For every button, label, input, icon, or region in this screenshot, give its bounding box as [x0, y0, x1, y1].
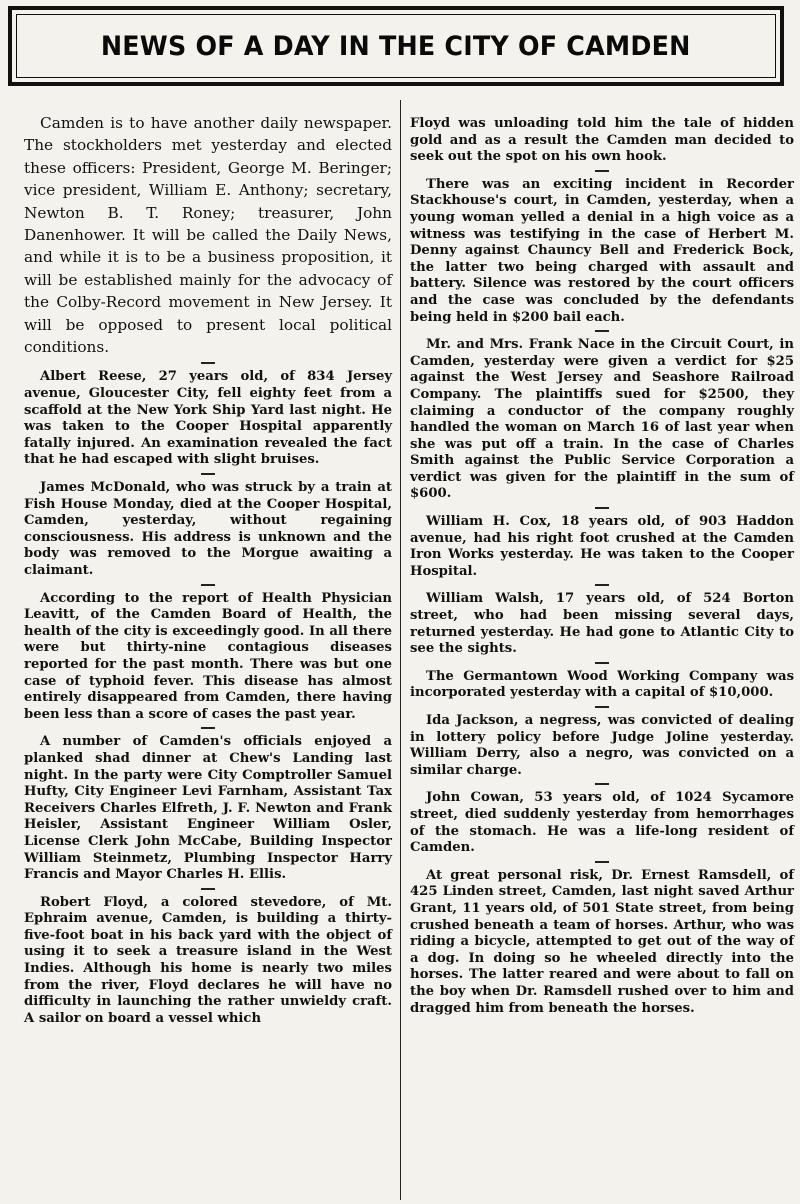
news-item: Robert Floyd, a colored stevedore, of Mt. Ephraim avenue, Camden, is building a thirty-five-foot boat in his back yard with the object of using it to seek a treasure island in the West Indies. Although his home is nearly two miles from the river, Floyd declares he will have no difficulty in launching the rather unwieldy craft. A sailor on board a vessel which [24, 894, 392, 1026]
headline-frame [16, 14, 776, 78]
news-item: Ida Jackson, a negress, was convicted of dealing in lottery policy before Judge Joline yesterday. William Derry, also a negro, was convicted on a similar charge. [410, 713, 794, 778]
item-separator [201, 584, 215, 586]
item-separator [595, 662, 609, 664]
item-separator [595, 330, 609, 332]
news-item: Albert Reese, 27 years old, of 834 Jersey avenue, Gloucester City, fell eighty feet from a scaffold at the New York Ship Yard last night. He was taken to the Cooper Hospital apparently fatally injured. An examination revealed the fact that he had escaped with slight bruises. [24, 369, 392, 468]
news-item: The Germantown Wood Working Company was incorporated yesterday with a capital of $10,000. [410, 668, 794, 701]
news-item: A number of Camden's officials enjoyed a planked shad dinner at Chew's Landing last night. In the party were City Comptroller Samuel Hufty, City Engineer Levi Farnham, Assistant Tax Receivers Charles Elfreth, J. F. Newton and Frank Heisler, Assistant Engineer William Osler, License Clerk John McCabe, Building Inspector William Steinmetz, Plumbing Inspector Harry Francis and Mayor Charles H. Ellis. [24, 734, 392, 883]
item-separator [201, 727, 215, 729]
item-separator [595, 861, 609, 863]
item-separator [595, 783, 609, 785]
news-item: Mr. and Mrs. Frank Nace in the Circuit Court, in Camden, yesterday were given a verdict for $25 against the West Jersey and Seashore Railroad Company. The plaintiffs sued for $2500, they claiming a conductor of the company roughly handled the woman on March 16 of last year when she was put off a train. In the case of Charles Smith against the Public Service Corporation a verdict was given for the plaintiff in the sum of $600. [410, 337, 794, 502]
news-item: Camden is to have another daily newspaper. The stockholders met yesterday and elected these officers: President, George M. Beringer; vice president, William E. Anthony; secretary, Newton B. T. Roney; treasurer, John Danenhower. It will be called the Daily News, and while it is to be a business proposition, it will be established mainly for the advocacy of the Colby-Record movement in New Jersey. It will be opposed to present local political conditions. [24, 114, 392, 357]
right-column [410, 116, 794, 1017]
column-divider [400, 100, 401, 1200]
item-separator [595, 170, 609, 172]
item-separator [201, 473, 215, 475]
news-item: Floyd was unloading told him the tale of hidden gold and as a result the Camden man decided to seek out the spot on his own hook. [410, 116, 794, 165]
item-separator [595, 584, 609, 586]
news-item: John Cowan, 53 years old, of 1024 Sycamore street, died suddenly yesterday from hemorrhages of the stomach. He was a life-long resident of Camden. [410, 790, 794, 856]
news-item: According to the report of Health Physician Leavitt, of the Camden Board of Health, the health of the city is exceedingly good. In all there were but thirty-nine contagious diseases reported for the past month. There was but one case of typhoid fever. This disease has almost entirely disappeared from Camden, there having been less than a score of cases the past year. [24, 590, 392, 722]
left-column [24, 112, 392, 1027]
headline-box [8, 6, 784, 86]
item-separator [201, 888, 215, 890]
news-item: William H. Cox, 18 years old, of 903 Haddon avenue, had his right foot crushed at the Camden Iron Works yesterday. He was taken to the Cooper Hospital. [410, 514, 794, 579]
item-separator [595, 706, 609, 708]
news-item: There was an exciting incident in Recorder Stackhouse's court, in Camden, yesterday, when a young woman yelled a denial in a high voice as a witness was testifying in the case of Herbert M. Denny against Chauncy Bell and Frederick Bock, the latter two being charged with assault and battery. Silence was restored by the court officers and the case was concluded by the defendants being held in $200 bail each. [410, 176, 794, 325]
news-item: William Walsh, 17 years old, of 524 Borton street, who had been missing several days, returned yesterday. He had gone to Atlantic City to see the sights. [410, 591, 794, 657]
item-separator [595, 507, 609, 509]
news-item: At great personal risk, Dr. Ernest Ramsdell, of 425 Linden street, Camden, last night saved Arthur Grant, 11 years old, of 501 State street, from being crushed beneath a team of horses. Arthur, who was riding a bicycle, attempted to get out of the way of a dog. In doing so he wheeled directly into the horses. The latter reared and were about to fall on the boy when Dr. Ramsdell rushed over to him and dragged him from beneath the horses. [410, 867, 794, 1016]
news-item: James McDonald, who was struck by a train at Fish House Monday, died at the Cooper Hospital, Camden, yesterday, without regaining consciousness. His address is unknown and the body was removed to the Morgue awaiting a claimant. [24, 480, 392, 578]
page-headline: NEWS OF A DAY IN THE CITY OF CAMDEN [101, 30, 691, 62]
item-separator [201, 362, 215, 364]
